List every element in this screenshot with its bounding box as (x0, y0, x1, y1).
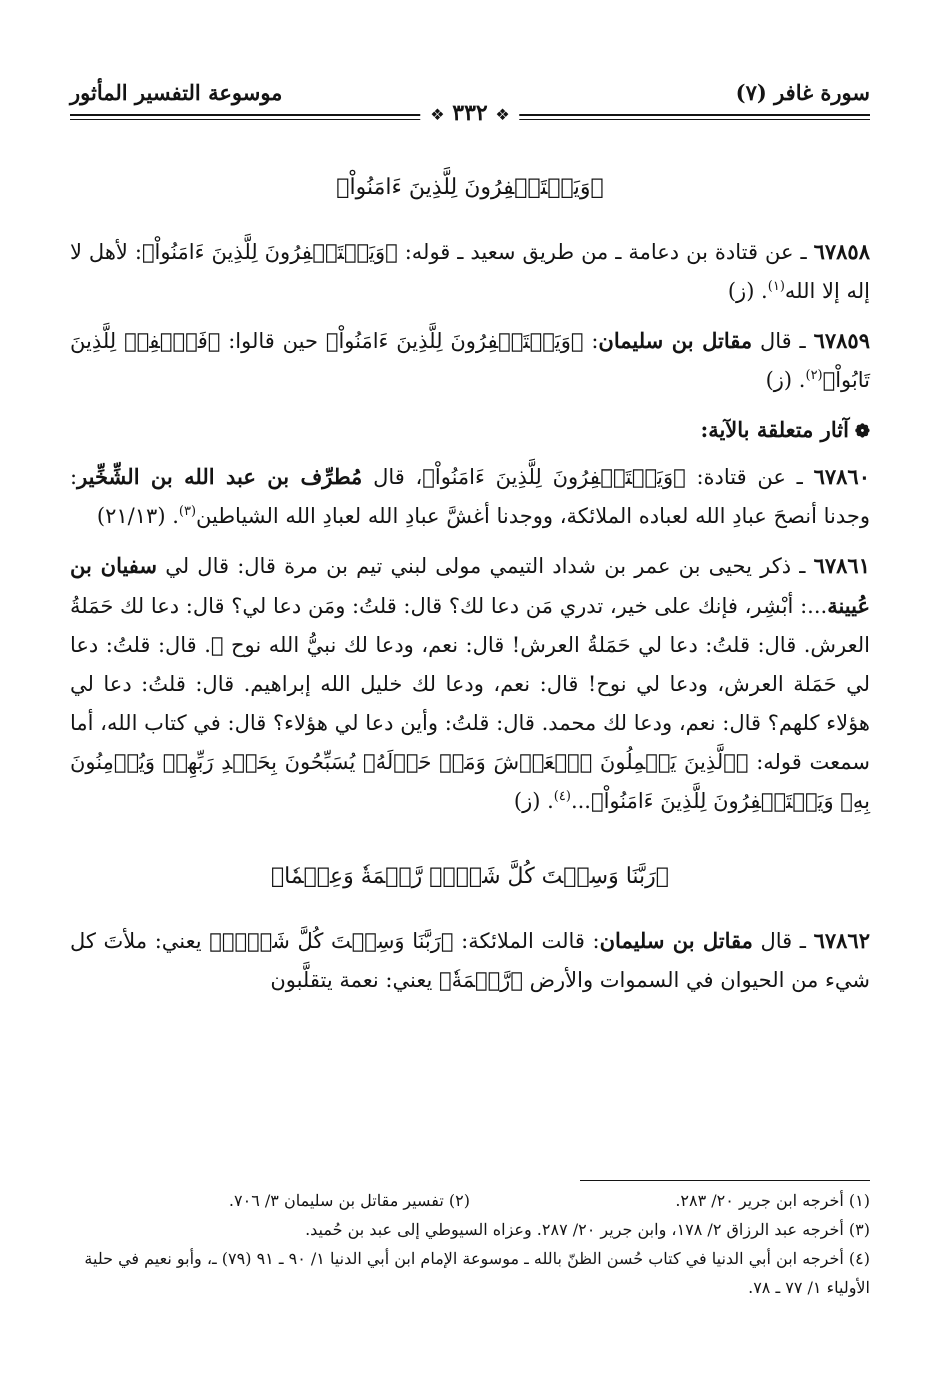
narration-number: ٦٧٨٥٨ (813, 239, 870, 264)
quran-quote: ﴿وَيَسۡتَغۡفِرُونَ لِلَّذِينَ ءَامَنُواْ﴾ (422, 465, 686, 489)
quran-quote: ﴿رَّحۡمَةٗ﴾ (438, 968, 523, 992)
narration-text: يعني: نعمة يتقلَّبون (270, 968, 439, 992)
footnote-row (70, 1186, 870, 1215)
narration-tail: . (٢١/١٣) (96, 504, 179, 528)
book-title-header: موسوعة التفسير المأثور (70, 80, 283, 105)
narration-number: ٦٧٨٦٢ (813, 928, 870, 953)
page-body (70, 168, 870, 1010)
narration-67861 (70, 546, 870, 821)
footnote-ref[interactable]: (٢) (805, 368, 823, 383)
narration-67858 (70, 232, 870, 311)
narration-tail: . (ز) (727, 279, 768, 303)
narrator-name: مقاتل بن سليمان (598, 328, 753, 353)
quran-quote: ﴿فَٱغۡفِرۡ لِلَّذِينَ تَابُواْ﴾ (70, 329, 870, 392)
narration-67859 (70, 321, 870, 400)
quran-quote: ﴿وَيَسۡتَغۡفِرُونَ لِلَّذِينَ ءَامَنُواْ﴾ (141, 240, 398, 264)
ellipsis: ... (570, 789, 591, 813)
narrator-name: سفيان بن عُيينة (70, 553, 870, 618)
narration-text: ـ عن قتادة: (685, 465, 814, 489)
narration-67862 (70, 921, 870, 1000)
narrator-name: مقاتل بن سليمان (599, 928, 753, 953)
surah-header: سورة غافر (٧) (735, 80, 870, 105)
narration-text: ـ عن قتادة بن دعامة ـ من طريق سعيد ـ قوله: (397, 240, 814, 264)
footnote-separator (580, 1180, 870, 1181)
narration-text: ـ ذكر يحيى بن عمر بن شداد التيمي مولى لبني تيم بن مرة قال: قال لي (157, 554, 814, 578)
footnote-2: (٢) تفسير مقاتل بن سليمان ٣/ ٧٠٦. (228, 1191, 470, 1210)
page-number-value: ٣٣٢ (452, 100, 488, 126)
narration-tail: . (ز) (513, 789, 554, 813)
narration-text: حين قالوا: (220, 329, 326, 353)
section-heading (70, 410, 870, 451)
narrator-name: مُطرِّف بن عبد الله بن الشِّخِّير (77, 464, 363, 489)
flower-ornament-icon: ❁ (854, 421, 870, 442)
footnote-ref[interactable]: (٤) (553, 789, 571, 804)
quran-quote: ﴿رَبَّنَا وَسِعۡتَ كُلَّ شَيۡءٖ﴾ (209, 929, 454, 953)
narration-number: ٦٧٨٦١ (813, 553, 870, 578)
ornament-icon: ❖ (430, 105, 445, 124)
narration-text: : (583, 329, 599, 353)
quran-quote: ﴿وَيَسۡتَغۡفِرُونَ لِلَّذِينَ ءَامَنُواْ﴾ (325, 329, 584, 353)
narration-tail: . (ز) (765, 368, 806, 392)
footnote-3: (٣) أخرجه عبد الرزاق ٢/ ١٧٨، وابن جرير ٢٠/ ٢٨٧. وعزاه السيوطي إلى عبد بن حُميد. (305, 1220, 870, 1239)
narration-67860 (70, 457, 870, 536)
narration-text: : قالت الملائكة: (453, 929, 600, 953)
narration-text: : وجدنا أنصحَ عبادِ الله لعباده الملائكة، ووجدنا أغشَّ عبادِ الله لعبادِ الله الشياطين (70, 465, 870, 528)
narration-text: ، قال (362, 465, 423, 489)
footnote-4: (٤) أخرجه ابن أبي الدنيا في كتاب حُسن الظنّ بالله ـ موسوعة الإمام ابن أبي الدنيا ١/ ٩٠ ـ ٩١ (٧٩) ـ، وأبو نعيم في حلية الأولياء ١/ ٧٧ ـ ٧٨. (84, 1249, 870, 1297)
footnote-ref[interactable]: (١) (767, 279, 785, 294)
narration-number: ٦٧٨٥٩ (813, 328, 870, 353)
narration-text: ـ قال (752, 929, 814, 953)
quran-quote: ﴿ٱلَّذِينَ يَحۡمِلُونَ ٱلۡعَرۡشَ وَمَنۡ حَوۡلَهُۥ يُسَبِّحُونَ بِحَمۡدِ رَبِّهِمۡ وَيُؤۡمِنُونَ بِهِۦ وَيَسۡتَغۡفِرُونَ لِلَّذِينَ ءَامَنُواْ﴾ (70, 750, 870, 813)
footnotes (70, 1186, 870, 1302)
ayah-heading: ﴿رَبَّنَا وَسِعۡتَ كُلَّ شَيۡءٖ رَّحۡمَةٗ وَعِلۡمٗا﴾ (270, 864, 670, 889)
page-number (420, 100, 519, 126)
footnote-1: (١) أخرجه ابن جرير ٢٠/ ٢٨٣. (675, 1191, 870, 1210)
narration-text: : لأهل لا إله إلا الله (70, 240, 870, 303)
ornament-icon: ❖ (495, 105, 510, 124)
section-title: آثار متعلقة بالآية: (700, 417, 849, 442)
narration-text: يعني: ملأتَ كل شيء من الحيوان في السموات والأرض (70, 929, 870, 992)
narration-number: ٦٧٨٦٠ (813, 464, 870, 489)
narration-text: ...: أبْشِر، فإنك على خير، تدري مَن دعا لك؟ قال: قلتُ: ومَن دعا لي؟ قال: دعا لك حَمَلةُ العرش. قال: قلتُ: دعا لي حَمَلةُ العرش! قال: نعم، ودعا لك نبيُّ الله نوح ﷺ. قال: قلتُ: دعا لي حَمَلة العرش، ودعا لي نوح! قال: نعم، ودعا لك خليل الله إبراهيم. قال: قلتُ: دعا لي هؤلاء كلهم؟ قال: نعم، ودعا لك محمد. قال: قلتُ: وأين دعا لي هؤلاء؟ قال: في كتاب الله، أما سمعت قوله: (70, 594, 870, 774)
spacer (70, 831, 870, 857)
narration-text: ـ قال (752, 329, 814, 353)
ayah-heading: ﴿وَيَسۡتَغۡفِرُونَ لِلَّذِينَ ءَامَنُواْ﴾ (336, 175, 604, 200)
footnote-ref[interactable]: (٣) (178, 504, 197, 519)
